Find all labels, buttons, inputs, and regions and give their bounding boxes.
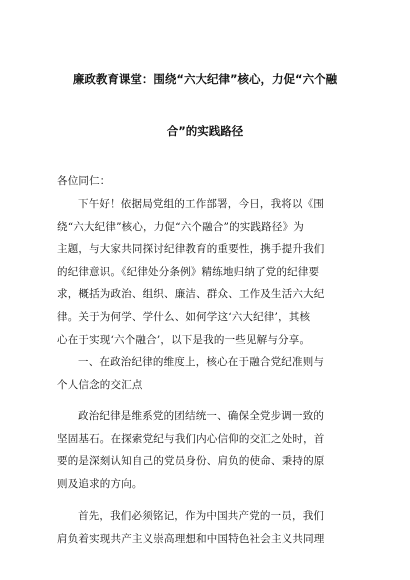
section-heading-line: 一、在政治纪律的维度上，核心在于融合党纪准则与 — [78, 356, 325, 368]
paragraph-line: 求，概括为政治、组织、廉洁、群众、工作及生活六大纪 — [57, 288, 325, 301]
paragraph-line: 坚固基石。在探索党纪与我们内心信仰的交汇之处时，首 — [57, 432, 325, 445]
paragraph-line: 律。关于为何学、学什么、如何学这‘六大纪律’，其核 — [57, 310, 311, 323]
section-heading-political-discipline — [57, 351, 357, 396]
paragraph-line: 下午好！依据局党组的工作部署，今日，我将以《围 — [78, 198, 325, 210]
paragraph-line: 主题，与大家共同探讨纪律教育的重要性，携手提升我们 — [57, 243, 325, 256]
paragraph-opening — [57, 193, 357, 351]
salutation-text: 各位同仁： — [57, 175, 111, 187]
document-title-line-2: 合”的实践路径 — [166, 124, 244, 138]
document-title-line-1: 廉政教育课堂：围绕“六大纪律”核心，力促“六个融 — [72, 72, 338, 86]
paragraph-line: 则及追求的方向。 — [57, 477, 143, 490]
paragraph-line: 首先，我们必须铭记，作为中国共产党的一员，我们 — [78, 510, 325, 522]
section-heading-line: 个人信念的交汇点 — [57, 378, 143, 391]
paragraph-line: 肩负着实现共产主义崇高理想和中国特色社会主义共同理 — [57, 532, 325, 545]
paragraph-line: 心在于实现‘六个融合’，以下是我的一些见解与分享。 — [57, 333, 311, 346]
salutation — [57, 170, 357, 193]
paragraph-firstly — [57, 505, 357, 550]
paragraph-line: 的纪律意识。《纪律处分条例》精练地归纳了党的纪律要 — [57, 265, 320, 278]
paragraph-line: 绕“六大纪律”核心，力促“六个融合”的实践路径》为 — [57, 220, 304, 233]
paragraph-line: 政治纪律是维系党的团结统一、确保全党步调一致的 — [78, 410, 325, 422]
paragraph-line: 要的是深刻认知自己的党员身份、肩负的使命、秉持的原 — [57, 455, 325, 468]
paragraph-political-discipline — [57, 405, 357, 495]
